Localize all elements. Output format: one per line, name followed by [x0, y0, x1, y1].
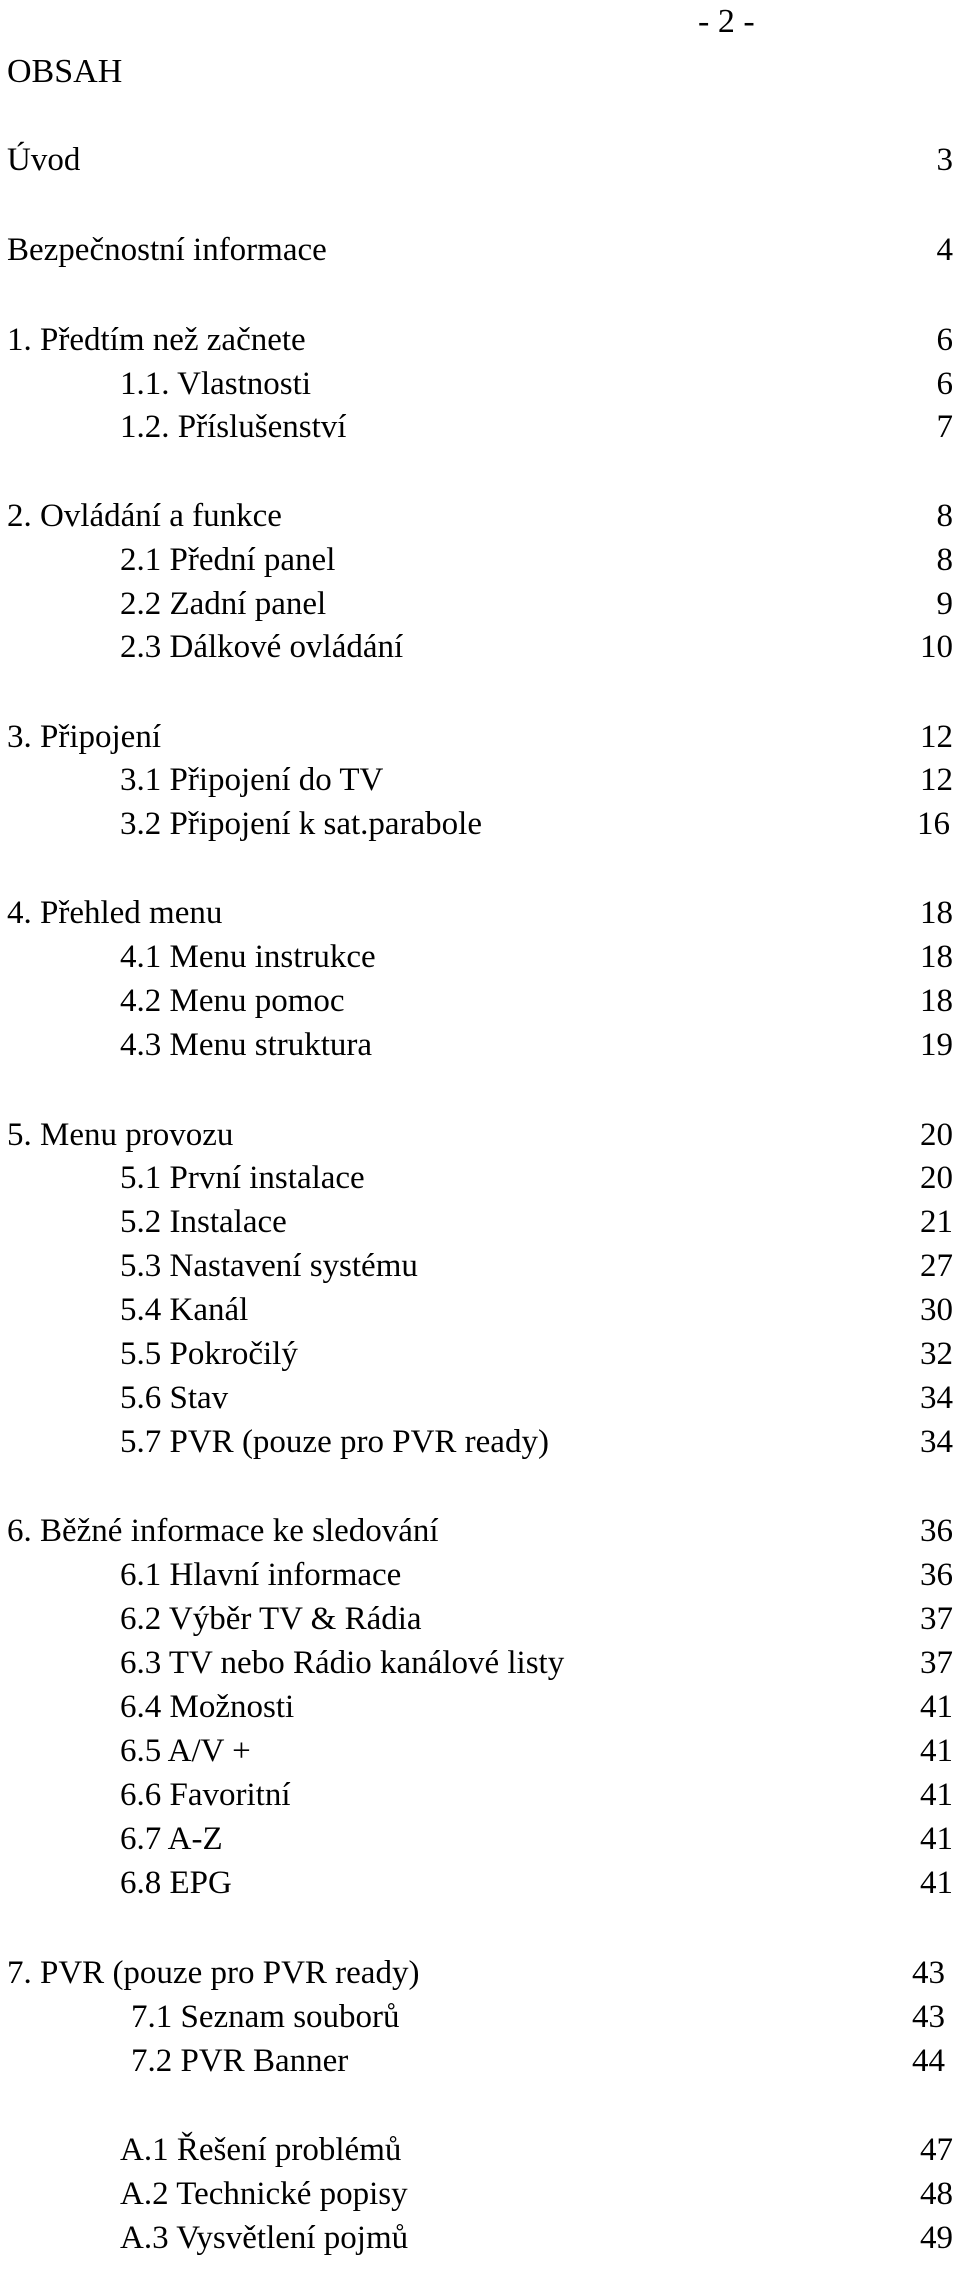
toc-entry-page: 36	[920, 1557, 953, 1593]
toc-entry-label: 1.2. Příslušenství	[120, 409, 347, 445]
toc-entry[interactable]	[0, 893, 960, 933]
toc-entry-label: 5.5 Pokročilý	[120, 1336, 298, 1372]
toc-entry-page: 6	[936, 366, 953, 402]
toc-entry-label: 7.1 Seznam souborů	[131, 1999, 400, 2035]
toc-entry-label: 4.2 Menu pomoc	[120, 983, 345, 1019]
toc-subentry[interactable]	[0, 760, 960, 800]
toc-subentry[interactable]	[0, 1422, 960, 1462]
toc-entry[interactable]	[0, 140, 960, 180]
toc-entry-label: 1. Předtím než začnete	[7, 322, 306, 358]
toc-entry-page: 3	[936, 142, 953, 178]
toc-subentry[interactable]	[0, 2041, 960, 2081]
toc-entry-page: 6	[936, 322, 953, 358]
toc-subentry[interactable]	[0, 1997, 960, 2037]
toc-entry-label: 6.4 Možnosti	[120, 1689, 295, 1725]
toc-subentry[interactable]	[0, 627, 960, 667]
toc-entry-label: 7. PVR (pouze pro PVR ready)	[7, 1955, 420, 1991]
toc-entry-page: 19	[920, 1027, 953, 1063]
toc-entry-page: 41	[920, 1821, 953, 1857]
toc-entry-page: 18	[920, 983, 953, 1019]
toc-subentry[interactable]	[0, 1643, 960, 1683]
toc-entry-page: 27	[920, 1248, 953, 1284]
toc-entry-page: 12	[920, 719, 953, 755]
toc-entry-page: 10	[920, 629, 953, 665]
toc-entry-page: 41	[920, 1733, 953, 1769]
toc-subentry[interactable]	[0, 1246, 960, 1286]
toc-entry-page: 41	[920, 1777, 953, 1813]
toc-entry-label: A.3 Vysvětlení pojmů	[120, 2220, 409, 2256]
toc-entry-page: 4	[936, 232, 953, 268]
toc-entry-label: A.2 Technické popisy	[120, 2176, 408, 2212]
toc-entry-page: 34	[920, 1380, 953, 1416]
toc-entry-page: 36	[920, 1513, 953, 1549]
toc-entry-label: 5.7 PVR (pouze pro PVR ready)	[120, 1424, 549, 1460]
toc-subentry[interactable]	[0, 1334, 960, 1374]
toc-appendix-entry[interactable]	[0, 2218, 960, 2258]
toc-entry-page: 49	[920, 2220, 953, 2256]
toc-entry-label: A.1 Řešení problémů	[120, 2132, 402, 2168]
toc-appendix-entry[interactable]	[0, 2130, 960, 2170]
toc-entry-label: 6.6 Favoritní	[120, 1777, 291, 1813]
toc-entry[interactable]	[0, 1953, 960, 1993]
toc-entry[interactable]	[0, 1115, 960, 1155]
toc-subentry[interactable]	[0, 1731, 960, 1771]
toc-entry-page: 16	[917, 806, 950, 842]
toc-entry-page: 48	[920, 2176, 953, 2212]
toc-entry-label: 1.1. Vlastnosti	[120, 366, 311, 402]
toc-entry-label: 2.1 Přední panel	[120, 542, 336, 578]
toc-entry-label: 5.6 Stav	[120, 1380, 229, 1416]
toc-subentry[interactable]	[0, 1555, 960, 1595]
toc-subentry[interactable]	[0, 1158, 960, 1198]
toc-entry-label: 7.2 PVR Banner	[131, 2043, 349, 2079]
toc-entry[interactable]	[0, 230, 960, 270]
toc-entry-label: 2. Ovládání a funkce	[7, 498, 282, 534]
page-number: - 2 -	[698, 3, 755, 40]
toc-entry-page: 37	[920, 1601, 953, 1637]
toc-entry-label: 6.1 Hlavní informace	[120, 1557, 402, 1593]
toc-entry-label: 4. Přehled menu	[7, 895, 223, 931]
page-title: OBSAH	[7, 53, 123, 90]
toc-entry-page: 47	[920, 2132, 953, 2168]
toc-subentry[interactable]	[0, 1025, 960, 1065]
toc-subentry[interactable]	[0, 1819, 960, 1859]
toc-entry-page: 43	[912, 1999, 945, 2035]
toc-subentry[interactable]	[0, 1202, 960, 1242]
toc-subentry[interactable]	[0, 981, 960, 1021]
toc-entry[interactable]	[0, 717, 960, 757]
toc-entry-page: 34	[920, 1424, 953, 1460]
toc-subentry[interactable]	[0, 407, 960, 447]
toc-entry-label: 6.8 EPG	[120, 1865, 232, 1901]
toc-entry-page: 43	[912, 1955, 945, 1991]
toc-subentry[interactable]	[0, 804, 960, 844]
toc-entry-page: 9	[936, 586, 953, 622]
toc-entry-label: 5. Menu provozu	[7, 1117, 234, 1153]
toc-subentry[interactable]	[0, 584, 960, 624]
toc-entry-label: 2.2 Zadní panel	[120, 586, 327, 622]
toc-entry-label: 3.1 Připojení do TV	[120, 762, 384, 798]
toc-entry[interactable]	[0, 1511, 960, 1551]
toc-subentry[interactable]	[0, 1290, 960, 1330]
toc-entry-page: 7	[936, 409, 953, 445]
toc-entry-label: 2.3 Dálkové ovládání	[120, 629, 404, 665]
toc-entry-page: 20	[920, 1160, 953, 1196]
toc-subentry[interactable]	[0, 1599, 960, 1639]
toc-entry-page: 30	[920, 1292, 953, 1328]
toc-entry[interactable]	[0, 496, 960, 536]
toc-subentry[interactable]	[0, 1775, 960, 1815]
toc-entry-label: 3. Připojení	[7, 719, 161, 755]
toc-subentry[interactable]	[0, 1863, 960, 1903]
toc-entry-label: 6.3 TV nebo Rádio kanálové listy	[120, 1645, 565, 1681]
toc-entry-page: 18	[920, 895, 953, 931]
toc-entry-label: 4.1 Menu instrukce	[120, 939, 376, 975]
toc-entry-page: 41	[920, 1865, 953, 1901]
toc-entry-page: 21	[920, 1204, 953, 1240]
toc-entry-page: 8	[936, 542, 953, 578]
toc-subentry[interactable]	[0, 1687, 960, 1727]
toc-entry-page: 32	[920, 1336, 953, 1372]
toc-entry-label: 6.2 Výběr TV & Rádia	[120, 1601, 422, 1637]
toc-entry-page: 44	[912, 2043, 945, 2079]
toc-entry-label: 5.3 Nastavení systému	[120, 1248, 418, 1284]
toc-subentry[interactable]	[0, 540, 960, 580]
toc-entry-label: 3.2 Připojení k sat.parabole	[120, 806, 483, 842]
toc-entry-page: 41	[920, 1689, 953, 1725]
toc-entry-label: 5.4 Kanál	[120, 1292, 249, 1328]
toc-entry-label: 6.7 A-Z	[120, 1821, 223, 1857]
toc-entry-page: 12	[920, 762, 953, 798]
toc-entry-page: 8	[936, 498, 953, 534]
toc-entry-label: Bezpečnostní informace	[7, 232, 327, 268]
toc-entry-page: 18	[920, 939, 953, 975]
toc-subentry[interactable]	[0, 364, 960, 404]
toc-entry[interactable]	[0, 320, 960, 360]
toc-subentry[interactable]	[0, 1378, 960, 1418]
toc-entry-label: Úvod	[7, 142, 81, 178]
toc-entry-label: 4.3 Menu struktura	[120, 1027, 373, 1063]
toc-appendix-entry[interactable]	[0, 2174, 960, 2214]
toc-entry-page: 20	[920, 1117, 953, 1153]
toc-subentry[interactable]	[0, 937, 960, 977]
toc-entry-label: 6.5 A/V +	[120, 1733, 251, 1769]
toc-entry-label: 5.2 Instalace	[120, 1204, 287, 1240]
toc-entry-label: 5.1 První instalace	[120, 1160, 365, 1196]
toc-entry-label: 6. Běžné informace ke sledování	[7, 1513, 439, 1549]
toc-entry-page: 37	[920, 1645, 953, 1681]
